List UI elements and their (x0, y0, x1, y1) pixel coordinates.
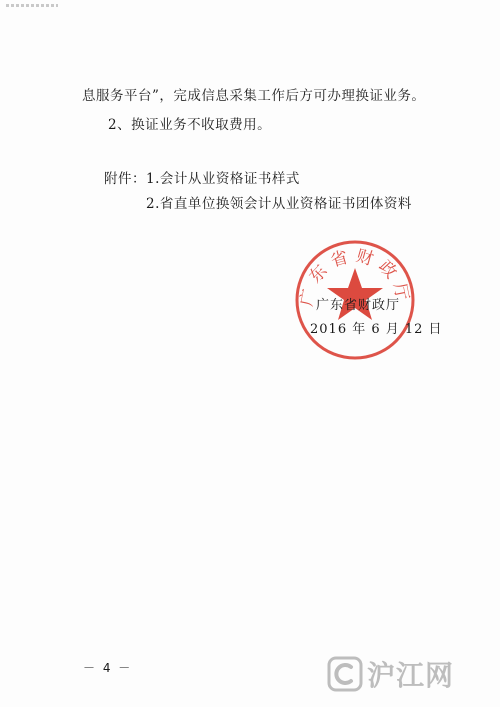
watermark-text: 沪江网 (367, 659, 455, 692)
hujiang-logo-icon (327, 656, 363, 692)
body-line-2: 2、换证业务不收取费用。 (108, 117, 272, 133)
page-number: － 4 － (83, 661, 133, 675)
issuing-organization: 广东省财政厅 (316, 298, 401, 313)
attachment-line-2: 2.省直单位换领会计从业资格证书团体资料 (146, 196, 412, 212)
watermark (327, 654, 454, 694)
body-line-1: 息服务平台”，完成信息采集工作后方可办理换证业务。 (82, 88, 426, 104)
scan-artifact (6, 4, 58, 7)
attachment-line-1: 附件：1.会计从业资格证书样式 (104, 171, 300, 187)
svg-text:广东省财政厅: 广东省财政厅 (296, 246, 414, 308)
issue-date: 2016 年 6 月 12 日 (310, 322, 443, 337)
